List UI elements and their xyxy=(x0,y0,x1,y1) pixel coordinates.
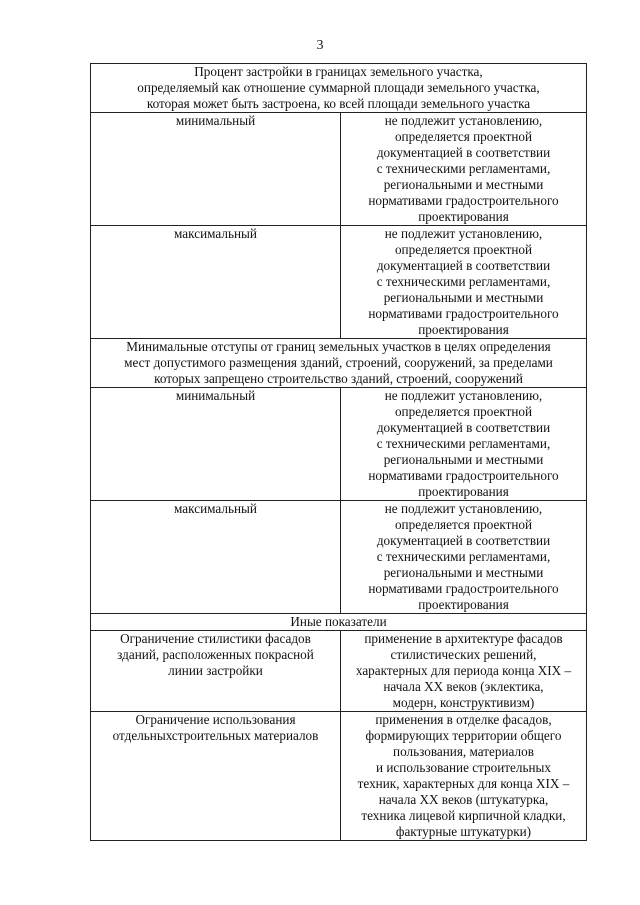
section-header-row xyxy=(91,339,587,388)
section-header-setbacks: Минимальные отступы от границ земельных участков в целях определения мест допустимого размещения зданий, строений, сооружений, за пределами которых запрещено строительство зданий, строений, сооружений xyxy=(91,339,587,388)
table-row xyxy=(91,631,587,712)
section-header-row xyxy=(91,64,587,113)
section-header-building-percentage: Процент застройки в границах земельного участка, определяемый как отношение суммарной площади земельного участка, которая может быть застроена, ко всей площади земельного участка xyxy=(91,64,587,113)
row-value: не подлежит установлению, определяется проектной документацией в соответствии с техническими регламентами, региональными и местными нормативами градостроительного проектирования xyxy=(341,113,587,226)
table-row xyxy=(91,388,587,501)
row-value: не подлежит установлению, определяется проектной документацией в соответствии с техническими регламентами, региональными и местными нормативами градостроительного проектирования xyxy=(341,501,587,614)
row-label: Ограничение использования отдельныхстроительных материалов xyxy=(91,712,341,841)
table-row xyxy=(91,501,587,614)
row-label: минимальный xyxy=(91,388,341,501)
row-label: максимальный xyxy=(91,226,341,339)
row-value: применения в отделке фасадов, формирующих территории общего пользования, материалов и использование строительных техник, характерных для конца XIX – начала XX веков (штукатурка, техника лицевой кирпичной кладки, фактурные штукатурки) xyxy=(341,712,587,841)
table-row xyxy=(91,712,587,841)
row-value: не подлежит установлению, определяется проектной документацией в соответствии с техническими регламентами, региональными и местными нормативами градостроительного проектирования xyxy=(341,226,587,339)
row-label: минимальный xyxy=(91,113,341,226)
row-label: максимальный xyxy=(91,501,341,614)
section-header-row xyxy=(91,614,587,631)
parameters-table xyxy=(90,63,587,841)
table-row xyxy=(91,226,587,339)
table-row xyxy=(91,113,587,226)
page-number: 3 xyxy=(316,38,324,53)
row-value: применение в архитектуре фасадов стилистических решений, характерных для периода конца XIX – начала XX веков (эклектика, модерн, конструктивизм) xyxy=(341,631,587,712)
row-value: не подлежит установлению, определяется проектной документацией в соответствии с техническими регламентами, региональными и местными нормативами градостроительного проектирования xyxy=(341,388,587,501)
section-header-other-indicators: Иные показатели xyxy=(91,614,587,631)
row-label: Ограничение стилистики фасадов зданий, расположенных покрасной линии застройки xyxy=(91,631,341,712)
